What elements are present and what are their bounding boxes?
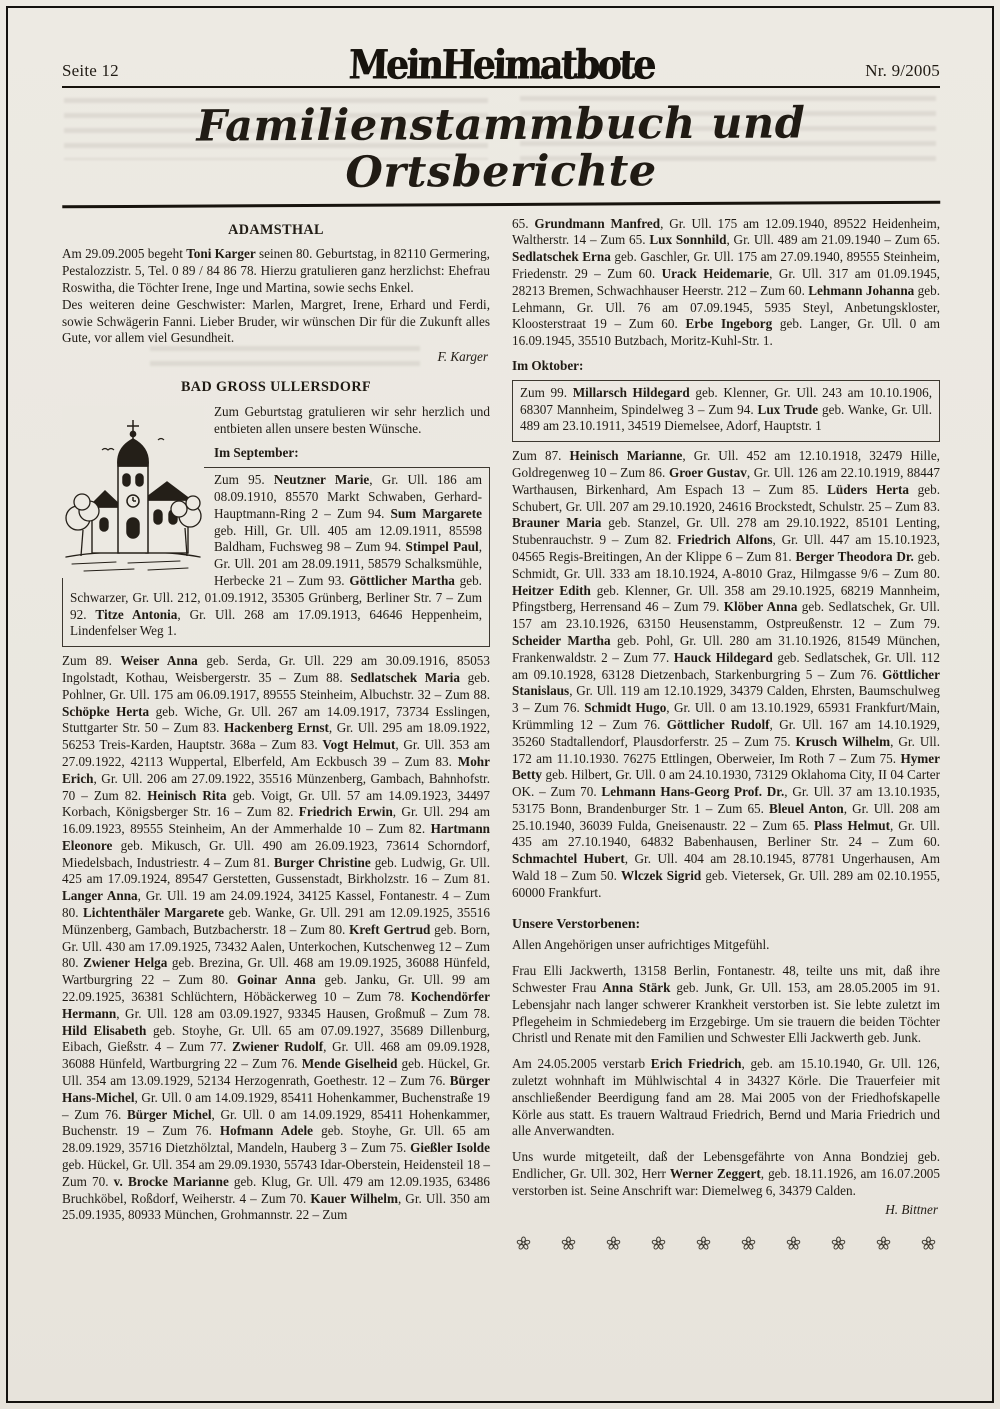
issue-number: Nr. 9/2005 — [865, 61, 940, 80]
bad-gross-ullersdorf-block — [62, 404, 490, 1224]
flower-icon — [921, 1236, 936, 1251]
deceased-heading: Unsere Verstorbenen: — [512, 915, 641, 931]
flower-ornament-row — [516, 1236, 936, 1251]
flower-icon — [651, 1236, 666, 1251]
church-woodcut-illustration — [62, 406, 204, 578]
flower-icon — [561, 1236, 576, 1251]
flower-icon — [876, 1236, 891, 1251]
october-label: Im Oktober: — [512, 357, 584, 373]
september-birthday-list: Zum 89. Weiser Anna geb. Serda, Gr. Ull. 229 am 30.09.1916, 85053 Ingolstadt, Kothau, Weisbergerstr. 35 – Zum 88. Sedlatschek Maria geb. Pohlner, Gr. Ull. 175 am 06.09.1917, 89555 Steinheim, Albuchstr. 32 – Zum 88. Schöpke Herta geb. Wiche, Gr. Ull. 267 am 14.09.1917, 73734 Esslingen, Stuttgarter Str. 50 – Zum 83. Hackenberg Ernst, Gr. Ull. 295 am 18.09.1922, 56253 Treis-Karden, Hauptstr. 368a – Zum 83. Vogt Helmut, Gr. Ull. 353 am 27.09.1922, 42113 Wuppertal, Elberfeld, Am Eckbusch 39 – Zum 83. Mohr Erich, Gr. Ull. 206 am 27.09.1922, 35516 Münzenberg, Gambach, Bahnhofstr. 70 – Zum 82. Heinisch Rita geb. Voigt, Gr. Ull. 57 am 14.09.1923, 34497 Korbach, Königsberger Str. 16 – Zum 82. Friedrich Erwin, Gr. Ull. 294 am 16.09.1923, 89555 Steinheim, An der Ammerhalde 10 – Zum 82. Hartmann Eleonore geb. Mikusch, Gr. Ull. 490 am 26.09.1923, 73614 Schorndorf, Miedelsbach, Industriestr. 4 – Zum 81. Burger Christine geb. Ludwig, Gr. Ull. 425 am 17.09.1924, 89547 Gerstetten, Gussenstadt, Birkholzstr. 16 – Zum 81. Langer Anna, Gr. Ull. 19 am 24.09.1924, 34125 Kassel, Fontanestr. 4 – Zum 80. Lichtenthäler Margarete geb. Wanke, Gr. Ull. 291 am 12.09.1925, 35516 Münzenberg, Gambach, Butzbacherstr. 18 – Zum 80. Kreft Gertrud geb. Born, Gr. Ull. 430 am 17.09.1925, 73432 Aalen, Unterkochen, Kutschenweg 12 – Zum 80. Zwiener Helga geb. Brezina, Gr. Ull. 468 am 19.09.1925, 36088 Hünfeld, Wartburgring 22 – Zum 80. Goinar Anna geb. Janku, Gr. Ull. 99 am 22.09.1925, 36381 Schlüchtern, Höbäckerweg 10 – Zum 78. Kochendörfer Hermann, Gr. Ull. 128 am 03.09.1927, 93345 Hausen, Großmuß – Zum 78. Hild Elisabeth geb. Stoyhe, Gr. Ull. 65 am 07.09.1927, 35689 Dillenburg, Eibach, Gießstr. 4 – Zum 77. Zwiener Rudolf, Gr. Ull. 468 am 09.09.1928, 36088 Hünfeld, Wartburgring 22 – Zum 76. Mende Giselheid geb. Hückel, Gr. Ull. 354 am 13.09.1929, 52134 Herzogenrath, Goethestr. 12 – Zum 76. Bürger Hans-Michel, Gr. Ull. 0 am 14.09.1929, 85411 Hohenkammer, Buchenstraße 19 – Zum 76. Bürger Michel, Gr. Ull. 0 am 14.09.1929, 85411 Hohenkammer, Buchenstr. 19 – Zum 76. Hofmann Adele geb. Stoyhe, Gr. Ull. 65 am 28.09.1929, 35716 Dietzhölztal, Mandeln, Hauberg 3 – Zum 75. Gießler Isolde geb. Hückel, Gr. Ull. 354 am 29.09.1930, 55743 Idar-Oberstein, Heidensteil 18 – Zum 70. v. Brocke Marianne geb. Klug, Gr. Ull. 479 am 12.09.1935, 63486 Bruchköbel, Roßdorf, Weiherstr. 4 – Zum 70. Kauer Wilhelm, Gr. Ull. 350 am 25.09.1935, 80933 München, Grohmannstr. 22 – Zum — [62, 653, 491, 1223]
flower-icon — [831, 1236, 846, 1251]
september-label: Im September: — [214, 445, 299, 461]
left-column — [62, 216, 490, 1252]
page-title — [62, 98, 940, 206]
deceased-obituary-1: Frau Elli Jackwerth, 13158 Berlin, Fontanestr. 48, teilte uns mit, daß ihre Schwester Frau Anna Stärk geb. Junk, Gr. Ull. 153, am 28.05.2005 im 91. Lebensjahr nach langer schwerer Krankheit verstorben ist. Sie lebte zuletzt im Pflegeheim in Schmiedeberg im Erzgebirge. Um sie trauern die beiden Töchter Christl und Renate mit den Familien und Schwester Elli Jackwerth geb. Junk. — [512, 963, 941, 1046]
flower-icon — [516, 1236, 531, 1251]
deceased-obituary-3: Uns wurde mitgeteilt, daß der Lebensgefährte von Anna Bondziej geb. Endlicher, Gr. Ull. 302, Herr Werner Zeggert, geb. 18.11.1926, am 16.07.2005 verstorben ist. Seine Anschrift war: Diemelweg 6, 34379 Calden. — [512, 1149, 940, 1198]
adamsthal-paragraph-1: Am 29.09.2005 begeht Toni Karger seinen 80. Geburtstag, in 82110 Germering, Pestalozzistr. 5, Tel. 0 89 / 84 86 78. Hierzu gratulieren ganz herzlichst: Ehefrau Roswitha, die Töchter Irene, Inge und Martina, sowie sechs Enkel. — [62, 246, 490, 295]
flower-icon — [606, 1236, 621, 1251]
page-title-text: Familienstammbuch und Ortsberichte — [62, 100, 941, 208]
flower-icon — [786, 1236, 801, 1251]
september-box-text: Zum 95. Neutzner Marie, Gr. Ull. 186 am 08.09.1910, 85570 Markt Schwaben, Gerhard-Hauptmann-Ring 2 – Zum 94. Sum Margarete geb. Hill, Gr. Ull. 405 am 12.09.1911, 85598 Baldham, Fuchsweg 98 – Zum 94. Stimpel Paul, Gr. Ull. 201 am 28.09.1911, 58579 Schalksmühle, Herbecke 21 – Zum 93. Göttlicher Martha geb. Schwarzer, Gr. Ull. 212, 01.09.1912, 35305 Grünberg, Berliner Str. 7 – Zum 92. Titze Antonia, Gr. Ull. 268 am 17.09.1913, 64646 Heppenheim, Lindenfelser Weg 1. — [70, 472, 483, 639]
section-heading-bad-gross-ullersdorf: BAD GROSS ULLERSDORF — [180, 378, 372, 395]
right-column — [512, 216, 940, 1252]
deceased-signature: H. Bittner — [885, 1201, 938, 1217]
section-heading-adamsthal: ADAMSTHAL — [228, 221, 324, 238]
deceased-obituary-2: Am 24.05.2005 verstarb Erich Friedrich, geb. am 15.10.1940, Gr. Ull. 126, zuletzt wohnhaft im Mühlwischtal 4 in 34327 Körle. Die Trauerfeier mit anschließender Beerdigung fand am 28. Mai 2005 von der Friedhofskapelle Körle aus statt. Es trauern Waltraud Friedrich, Bernd und Maria Friedrich und alle Anverwandten. — [512, 1056, 940, 1139]
deceased-intro: Allen Angehörigen unser aufrichtiges Mitgefühl. — [512, 937, 770, 953]
bgu-intro: Zum Geburtstag gratulieren wir sehr herzlich und entbieten allen unsere besten Wünsche. — [214, 403, 490, 436]
october-highlight-box — [512, 380, 940, 442]
adamsthal-signature: F. Karger — [437, 349, 488, 365]
two-column-layout — [62, 216, 940, 1252]
page-number: Seite 12 — [62, 61, 119, 80]
october-box-text: Zum 99. Millarsch Hildegard geb. Klenner, Gr. Ull. 243 am 10.10.1906, 68307 Mannheim, Spindelweg 3 – Zum 94. Lux Trude geb. Wanke, Gr. Ull. 489 am 23.10.1911, 34519 Diemelsee, Adorf, Hauptstr. 1 — [520, 384, 933, 434]
october-birthday-list: Zum 87. Heinisch Marianne, Gr. Ull. 452 am 12.10.1918, 32479 Hille, Goldregenweg 10 – Zum 86. Groer Gustav, Gr. Ull. 126 am 22.10.1919, 88447 Warthausen, Birkenhard, Am Espach 13 – Zum 85. Lüders Herta geb. Schubert, Gr. Ull. 207 am 29.10.1920, 24616 Brockstedt, Schulstr. 25 – Zum 83. Brauner Maria geb. Stanzel, Gr. Ull. 278 am 29.10.1922, 85101 Lenting, Stubenrauchstr. 9 – Zum 82. Friedrich Alfons, Gr. Ull. 447 am 15.10.1923, 04565 Regis-Breitingen, An der Klippe 6 – Zum 81. Berger Theodora Dr. geb. Schmidt, Gr. Ull. 333 am 18.10.1924, A-8010 Graz, Hilmgasse 9/6 – Zum 80. Heitzer Edith geb. Klenner, Gr. Ull. 358 am 29.10.1925, 68219 Mannheim, Pfingstberg, Herrensand 46 – Zum 79. Klöber Anna geb. Sedlatschek, Gr. Ull. 157 am 23.10.1926, 63150 Heusenstamm, Ostpreußenstr. 12 – Zum 79. Scheider Martha geb. Pohl, Gr. Ull. 280 am 31.10.1926, 81549 München, Frankenwaldstr. 2 – Zum 77. Hauck Hildegard geb. Sedlatschek, Gr. Ull. 112 am 09.10.1928, 63128 Dietzenbach, Starkenburgring 5 – Zum 76. Göttlicher Stanislaus, Gr. Ull. 119 am 12.10.1929, 34379 Calden, Ehrsten, Baumschulweg 3 – Zum 76. Schmidt Hugo, Gr. Ull. 0 am 13.10.1929, 65931 Frankfurt/Main, Krümmling 12 – Zum 76. Göttlicher Rudolf, Gr. Ull. 167 am 14.10.1929, 35260 Stadtallendorf, Plausdorferstr. 25 – Zum 75. Krusch Wilhelm, Gr. Ull. 172 am 11.10.1930. 76275 Ettlingen, Oberweier, Im Roth 7 – Zum 75. Hymer Betty geb. Hilbert, Gr. Ull. 0 am 24.10.1930, 73129 Oklahoma City, II 04 Carter OK. – Zum 70. Lehmann Hans-Georg Prof. Dr., Gr. Ull. 37 am 13.10.1935, 53175 Bonn, Brandenburger Str. 1 – Zum 65. Bleuel Anton, Gr. Ull. 208 am 25.10.1940, 36039 Fulda, Gneisenaustr. 22 – Zum 65. Plass Helmut, Gr. Ull. 435 am 27.10.1940, 64832 Babenhausen, Berliner Str. 24 – Zum 60. Schmachtel Hubert, Gr. Ull. 404 am 28.10.1945, 87781 Ungerhausen, Am Wald 18 – Zum 50. Wlczek Sigrid geb. Vietersek, Gr. Ull. 289 am 02.10.1955, 60000 Frankfurt. — [512, 448, 941, 900]
flower-icon — [741, 1236, 756, 1251]
page-header — [62, 30, 940, 89]
adamsthal-paragraph-2: Des weiteren deine Geschwister: Marlen, Margret, Irene, Erhard und Ferdi, sowie Schwägerin Fanni. Lieber Bruder, wir wünschen Dir für die Zukunft alles Gute, vor allem viel Gesundheit. — [62, 296, 490, 346]
flower-icon — [696, 1236, 711, 1251]
september-continuation: 65. Grundmann Manfred, Gr. Ull. 175 am 12.09.1940, 89522 Heidenheim, Waltherstr. 14 – Zum 65. Lux Sonnhild, Gr. Ull. 489 am 21.09.1940 – Zum 65. Sedlatschek Erna geb. Gaschler, Gr. Ull. 175 am 27.09.1940, 89555 Steinheim, Friedenstr. 29 – Zum 60. Urack Heidemarie, Gr. Ull. 317 am 01.09.1945, 28213 Bremen, Schwachhauser Heerstr. 212 – Zum 60. Lehmann Johanna geb. Lehmann, Gr. Ull. 76 am 07.09.1945, 5935 Steyl, Anbetungskloster, Kloosterstraat 19 – Zum 60. Erbe Ingeborg geb. Langer, Gr. Ull. 0 am 16.09.1945, 35510 Butzbach, Moritz-Kuhl-Str. 1. — [512, 215, 941, 349]
masthead-logo: MeinHeimatbote — [347, 41, 655, 89]
